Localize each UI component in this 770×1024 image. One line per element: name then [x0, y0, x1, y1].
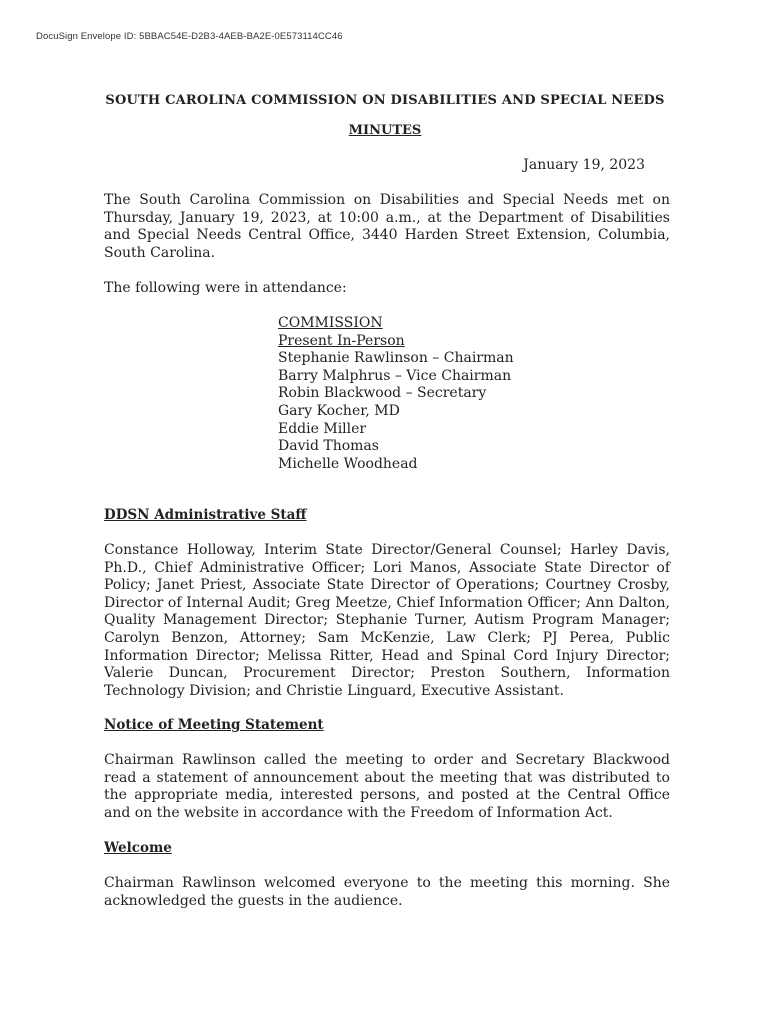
staff-heading: DDSN Administrative Staff [104, 507, 307, 523]
commission-member: Gary Kocher, MD [278, 402, 400, 419]
commission-member: Barry Malphrus – Vice Chairman [278, 367, 512, 384]
welcome-paragraph: Chairman Rawlinson welcomed everyone to the meeting this morning. She acknowledged the guests in the audience. [104, 875, 670, 909]
commission-roster [278, 315, 514, 473]
commission-member: Robin Blackwood – Secretary [278, 385, 487, 402]
commission-subheading: Present In-Person [278, 332, 405, 349]
document-heading: MINUTES [348, 123, 422, 138]
commission-member: David Thomas [278, 438, 379, 455]
commission-member: Eddie Miller [278, 420, 367, 437]
staff-paragraph: Constance Holloway, Interim State Director/General Counsel; Harley Davis, Ph.D., Chief Administrative Officer; Lori Manos, Associate State Director of Policy; Janet Priest, Associate State Director of Operations; Courtney Crosby, Director of Internal Audit; Greg Meetze, Chief Information Officer; Ann Dalton, Quality Management Director; Stephanie Turner, Autism Program Manager; Carolyn Benzon, Attorney; Sam McKenzie, Law Clerk; PJ Perea, Public Information Director; Melissa Ritter, Head and Spinal Cord Injury Director; Valerie Duncan, Procurement Director; Preston Southern, Information Technology Division; and Christie Linguard, Executive Assistant. [104, 542, 670, 699]
attendance-intro: The following were in attendance: [104, 280, 347, 296]
commission-member: Stephanie Rawlinson – Chairman [278, 350, 514, 367]
notice-heading: Notice of Meeting Statement [104, 717, 324, 733]
commission-heading: COMMISSION [278, 315, 383, 331]
notice-paragraph: Chairman Rawlinson called the meeting to order and Secretary Blackwood read a statement of announcement about the meeting that was distributed to the appropriate media, interested persons, and posted at the Central Office and on the website in accordance with the Freedom of Information Act. [104, 752, 670, 821]
welcome-heading: Welcome [104, 840, 172, 856]
commission-member: Michelle Woodhead [278, 455, 418, 472]
meeting-date: January 19, 2023 [523, 157, 645, 173]
intro-paragraph: The South Carolina Commission on Disabilities and Special Needs met on Thursday, January 19, 2023, at 10:00 a.m., at the Department of Disabilities and Special Needs Central Office, 3440 Harden Street Extension, Columbia, South Carolina. [104, 192, 670, 261]
organization-title: SOUTH CAROLINA COMMISSION ON DISABILITIES AND SPECIAL NEEDS [105, 93, 665, 108]
docusign-envelope-id: DocuSign Envelope ID: 5BBAC54E-D2B3-4AEB-BA2E-0E573114CC46 [36, 31, 343, 42]
